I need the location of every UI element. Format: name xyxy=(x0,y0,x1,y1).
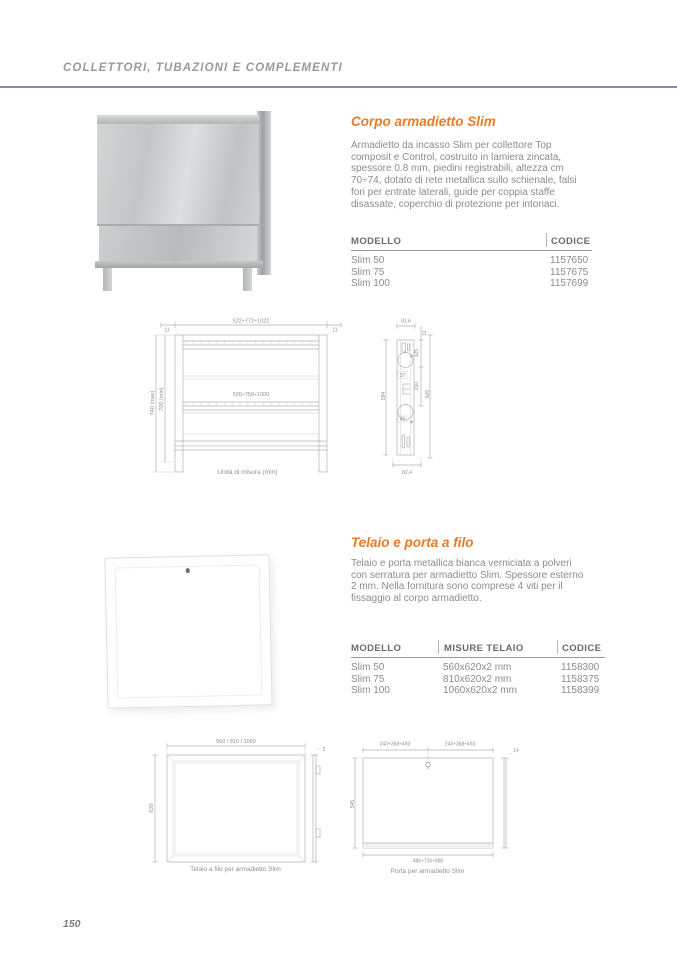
dim-edge-right: 11 xyxy=(332,327,338,334)
dim-42: 42 xyxy=(399,416,406,423)
description-line: Telaio e porta metallica bianca verniciata a polveri xyxy=(351,558,572,569)
drawing1-caption: Unità di misura (mm) xyxy=(217,469,278,476)
spec-table-telaio xyxy=(351,640,605,697)
dim-door-height: 545 xyxy=(350,799,356,809)
section1-title: Corpo armadietto Slim xyxy=(351,114,496,129)
cabinet-lower-panel xyxy=(99,226,257,262)
description-line: composit e Control, costruito in lamiera zincata, xyxy=(351,151,562,163)
dim-37: 37 xyxy=(399,373,406,379)
cell-modello: Slim 50 xyxy=(351,662,385,673)
dim-half-width-left: 243÷368÷493 xyxy=(379,741,411,748)
cell-modello: Slim 100 xyxy=(351,278,390,290)
page-header-title: COLLETTORI, TUBAZIONI E COMPLEMENTI xyxy=(63,62,343,74)
drawing3-caption: Telaio a filo per armadietto Slim xyxy=(190,866,281,873)
cabinet-side-flange xyxy=(257,111,271,275)
table-body xyxy=(351,662,605,697)
dim-594: 594 xyxy=(381,391,387,401)
door-inner-frame xyxy=(115,564,263,698)
dim-door-thickness: 14 xyxy=(513,748,519,754)
description-line: spessore 0.8 mm, piedini registrabili, altezza cm xyxy=(351,163,564,175)
section1-description xyxy=(351,140,577,210)
dim-125: 125 xyxy=(414,348,420,358)
table-header-row xyxy=(351,640,605,658)
dim-edge-left: 11 xyxy=(164,327,170,334)
header-rule xyxy=(0,86,677,88)
dim-half-width-right: 243÷368÷493 xyxy=(444,741,476,748)
cell-codice: 1158399 xyxy=(561,685,600,697)
dim-frame-width: 560 / 810 / 1060 xyxy=(216,739,256,745)
dim-base: 82.4 xyxy=(402,470,412,476)
table-row xyxy=(351,674,605,686)
table-row xyxy=(351,255,592,267)
dim-top-offset: 11 xyxy=(422,330,428,336)
cell-codice: 1158300 xyxy=(561,662,600,673)
dim-height-max: 740 (max) xyxy=(150,390,156,416)
description-line: Armadietto da incasso Slim per collettore Top xyxy=(351,140,552,151)
cabinet-left-leg xyxy=(103,268,112,291)
side-view-drawing xyxy=(381,316,471,478)
dim-frame-height: 620 xyxy=(149,803,155,813)
dim-210: 210 xyxy=(414,381,420,391)
col-header-codice: CODICE xyxy=(546,233,592,247)
front-view-drawing xyxy=(148,316,348,476)
cell-modello: Slim 75 xyxy=(351,673,385,685)
page-number: 150 xyxy=(63,918,81,930)
cabinet-back-panel xyxy=(97,124,259,224)
description-line: disassate, coperchio di protezione per intonaci. xyxy=(351,198,560,210)
frame-drawing xyxy=(148,733,338,867)
table-row xyxy=(351,278,592,290)
table-row xyxy=(351,267,592,279)
cell-misure: 560x620x2 mm xyxy=(443,662,512,673)
dim-height-min: 700 (min) xyxy=(159,387,165,411)
keyhole-icon xyxy=(185,568,189,573)
dim-605: 605 xyxy=(425,389,431,399)
cell-modello: Slim 75 xyxy=(351,266,385,278)
dim-width: 522÷772÷1022 xyxy=(232,318,270,325)
cell-modello: Slim 50 xyxy=(351,255,385,266)
col-header-modello: MODELLO xyxy=(351,236,402,247)
table-row xyxy=(351,662,605,674)
dim-frame-thickness: 2 xyxy=(322,747,326,753)
description-line: 70÷74, dotato di rete metallica sullo schienale, falsi xyxy=(351,175,577,187)
table-header-row xyxy=(351,233,592,251)
table-body xyxy=(351,255,592,290)
cell-misure: 1060x620x2 mm xyxy=(443,685,517,697)
drawing4-caption: Porta per armadietto Slim xyxy=(390,868,465,875)
spec-table-armadietto xyxy=(351,233,592,290)
cabinet-right-leg xyxy=(243,268,252,291)
dim-inner-width: 500÷750÷1000 xyxy=(232,392,270,398)
door-drawing xyxy=(350,733,530,867)
cabinet-bottom-bar xyxy=(95,261,263,268)
col-header-modello: MODELLO xyxy=(351,643,402,654)
table-row xyxy=(351,685,605,697)
cell-misure: 810x620x2 mm xyxy=(443,673,512,685)
cell-modello: Slim 100 xyxy=(351,685,390,697)
description-line: 2 mm. Nella fornitura sono comprese 4 viti per il xyxy=(351,581,563,593)
section2-description xyxy=(351,558,583,605)
cell-codice: 1157699 xyxy=(550,278,589,290)
col-header-codice: CODICE xyxy=(557,640,605,654)
description-line: con serratura per armadietto Slim. Spessore esterno xyxy=(351,569,584,581)
cell-codice: 1157675 xyxy=(550,266,589,278)
description-line: fissaggio al corpo armadietto. xyxy=(351,593,482,605)
description-line: fori per entrate laterali, guide per coppia staffe xyxy=(351,186,555,198)
cell-codice: 1158375 xyxy=(561,673,600,685)
dim-door-width: 486÷736÷986 xyxy=(412,858,444,865)
door-photo xyxy=(104,554,272,708)
section2-title: Telaio e porta a filo xyxy=(351,535,474,550)
col-header-misure: MISURE TELAIO xyxy=(438,640,557,654)
cabinet-top-rail xyxy=(97,115,259,124)
cabinet-photo xyxy=(97,109,279,291)
cell-codice: 1157650 xyxy=(550,255,589,266)
dim-depth: 81.6 xyxy=(401,318,411,325)
